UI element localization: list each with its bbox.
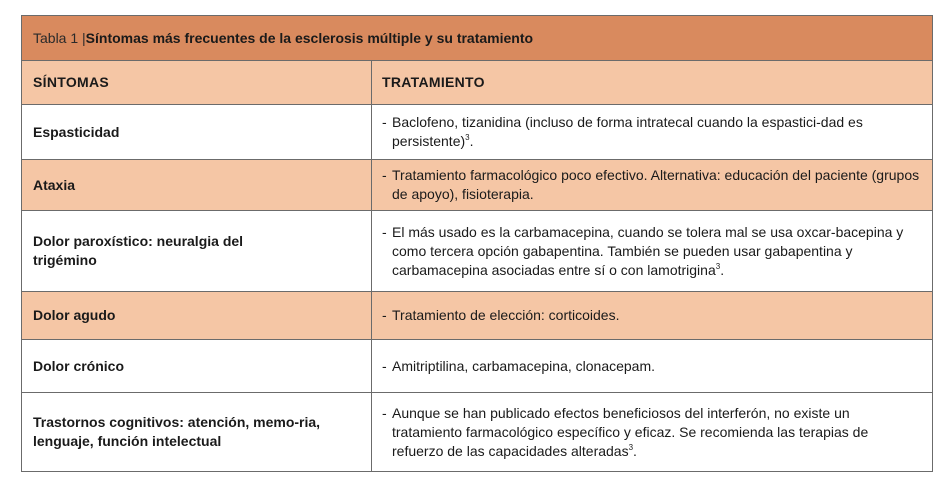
treatment-tail: . (633, 442, 637, 459)
table-row (22, 211, 932, 292)
table-row (22, 393, 932, 471)
treatment-cell: - Tratamiento farmacológico poco efectivo. Alternativa: educación del paciente (grupos de apoyo), fisioterapia. (372, 160, 932, 210)
treatment-cell: - Amitriptilina, carbamacepina, clonacepam. (382, 357, 656, 374)
symptom-text: Dolor paroxístico: neuralgia del trigémino (33, 233, 244, 268)
treatment-text: Amitriptilina, carbamacepina, clonacepam. (392, 357, 656, 374)
symptoms-table (21, 15, 933, 472)
treatment-text: Tratamiento farmacológico poco efectivo. Alternativa: educación del paciente (grupos de apoyo), fisioterapia. (392, 167, 920, 202)
treatment-cell: - Baclofeno, tizanidina (incluso de forma intratecal cuando la espastici-dad es persistente)$^3$. (382, 114, 863, 149)
caption-prefix: Tabla 1 | (33, 30, 86, 46)
symptom-cell: Dolor agudo (22, 292, 372, 339)
treatment-tail: . (720, 261, 725, 278)
treatment-tail: . (469, 133, 474, 149)
treatment-cell: - El más usado es la carbamacepina, cuando se tolera mal se usa oxcar-bacepina y como tercera opción gabapentina. También se pueden usar gabapentina y carbamacepina asociadas entre sí o con lamotrigina$^3$. (382, 223, 904, 278)
symptom-text: Trastornos cognitivos: atención, memo-ria, lenguaje, función intelectual (33, 414, 321, 449)
reference-superscript: 3 (465, 133, 470, 142)
header-treatment: TRATAMIENTO (382, 74, 485, 90)
treatment-text: Baclofeno, tizanidina (incluso de forma intratecal cuando la espastici-dad es persistente) (392, 114, 863, 149)
table-header-row (22, 61, 932, 105)
table-caption (22, 16, 932, 61)
treatment-text: Tratamiento de elección: corticoides. (392, 307, 620, 323)
reference-superscript: 3 (628, 442, 634, 452)
treatment-text: El más usado es la carbamacepina, cuando se tolera mal se usa oxcar-bacepina y como tercera opción gabapentina. También se pueden usar gabapentina y carbamacepina asociadas entre sí o con lamotrigina (392, 223, 904, 278)
table-row (22, 105, 932, 160)
header-symptoms: SÍNTOMAS (22, 61, 372, 104)
symptom-cell (22, 393, 372, 471)
table-row (22, 340, 932, 393)
reference-superscript: 3 (715, 261, 721, 271)
treatment-cell: - Tratamiento de elección: corticoides. (382, 307, 620, 323)
symptom-cell: Ataxia (22, 160, 372, 210)
symptom-cell: Espasticidad (22, 105, 372, 159)
treatment-text: Aunque se han publicado efectos beneficiosos del interferón, no existe un tratamiento farmacológico específico y eficaz. Se recomienda las terapias de refuerzo de las capacidades alteradas (392, 404, 869, 459)
caption-title: Síntomas más frecuentes de la esclerosis múltiple y su tratamiento (85, 30, 534, 46)
symptom-cell (22, 211, 372, 291)
table-row (22, 160, 932, 211)
symptom-cell: Dolor crónico (22, 340, 372, 392)
treatment-cell: - Aunque se han publicado efectos beneficiosos del interferón, no existe un tratamiento farmacológico específico y eficaz. Se recomienda las terapias de refuerzo de las capacidades alteradas$^3$. (382, 404, 869, 459)
table-row (22, 292, 932, 340)
